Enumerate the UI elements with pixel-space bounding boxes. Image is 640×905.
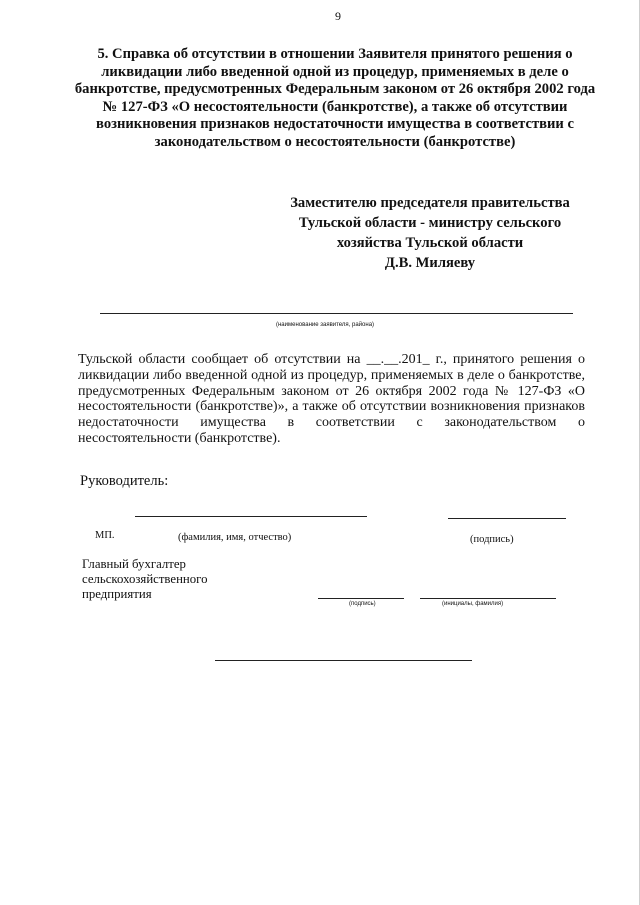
addressee-line-3: хозяйства Тульской области (336, 235, 524, 251)
accountant-signature-caption: (подпись) (349, 601, 376, 607)
signature-caption: (подпись) (470, 534, 514, 545)
stamp-label: МП. (95, 530, 115, 541)
applicant-caption: (наименование заявителя, района) (276, 322, 375, 328)
accountant-line-1: Главный бухгалтер (82, 557, 186, 571)
accountant-name-caption: (инициалы, фамилия) (442, 601, 504, 607)
addressee-line-1: Заместителю председателя правительства (290, 195, 570, 211)
document-title: 5. Справка об отсутствии в отношении Заявителя принятого решения о ликвидации либо введенной одной из процедур, применяемых в деле о банкротстве, предусмотренных Федеральным законом от 26 октября 2002 года № 127-ФЗ «О несостоятельности (банкротстве), а также об отсутствии возникновения признаков недостаточности имущества в соответствии с законодательством о несостоятельности (банкротстве) (74, 46, 596, 150)
accountant-line-3: предприятия (82, 587, 152, 601)
addressee-block (250, 193, 610, 273)
accountant-name-line (420, 598, 556, 599)
accountant-line-2: сельскохозяйственного (82, 572, 208, 586)
head-label: Руководитель: (80, 473, 169, 489)
fio-caption: (фамилия, имя, отчество) (178, 532, 292, 543)
accountant-signature-line (318, 598, 404, 599)
applicant-name-line (100, 313, 573, 314)
accountant-label (82, 557, 242, 602)
page-number: 9 (335, 9, 341, 23)
bottom-line (215, 660, 472, 661)
head-signature-line (448, 518, 566, 519)
head-name-line (135, 516, 367, 517)
statement-text: Тульской области сообщает об отсутствии на __.__.201_ г., принятого решения о ликвидации либо введенной одной из процедур, применяемых в деле о банкротстве, предусмотренных Федеральным законом от 26 октября 2002 года № 127-ФЗ «О несостоятельности (банкротстве)», а также об отсутствии возникновения признаков недостаточности имущества в соответствии с законодательством о несостоятельности (банкротстве). (78, 352, 585, 446)
addressee-name: Д.В. Миляеву (384, 255, 476, 271)
addressee-line-2: Тульской области - министру сельского (298, 215, 562, 231)
